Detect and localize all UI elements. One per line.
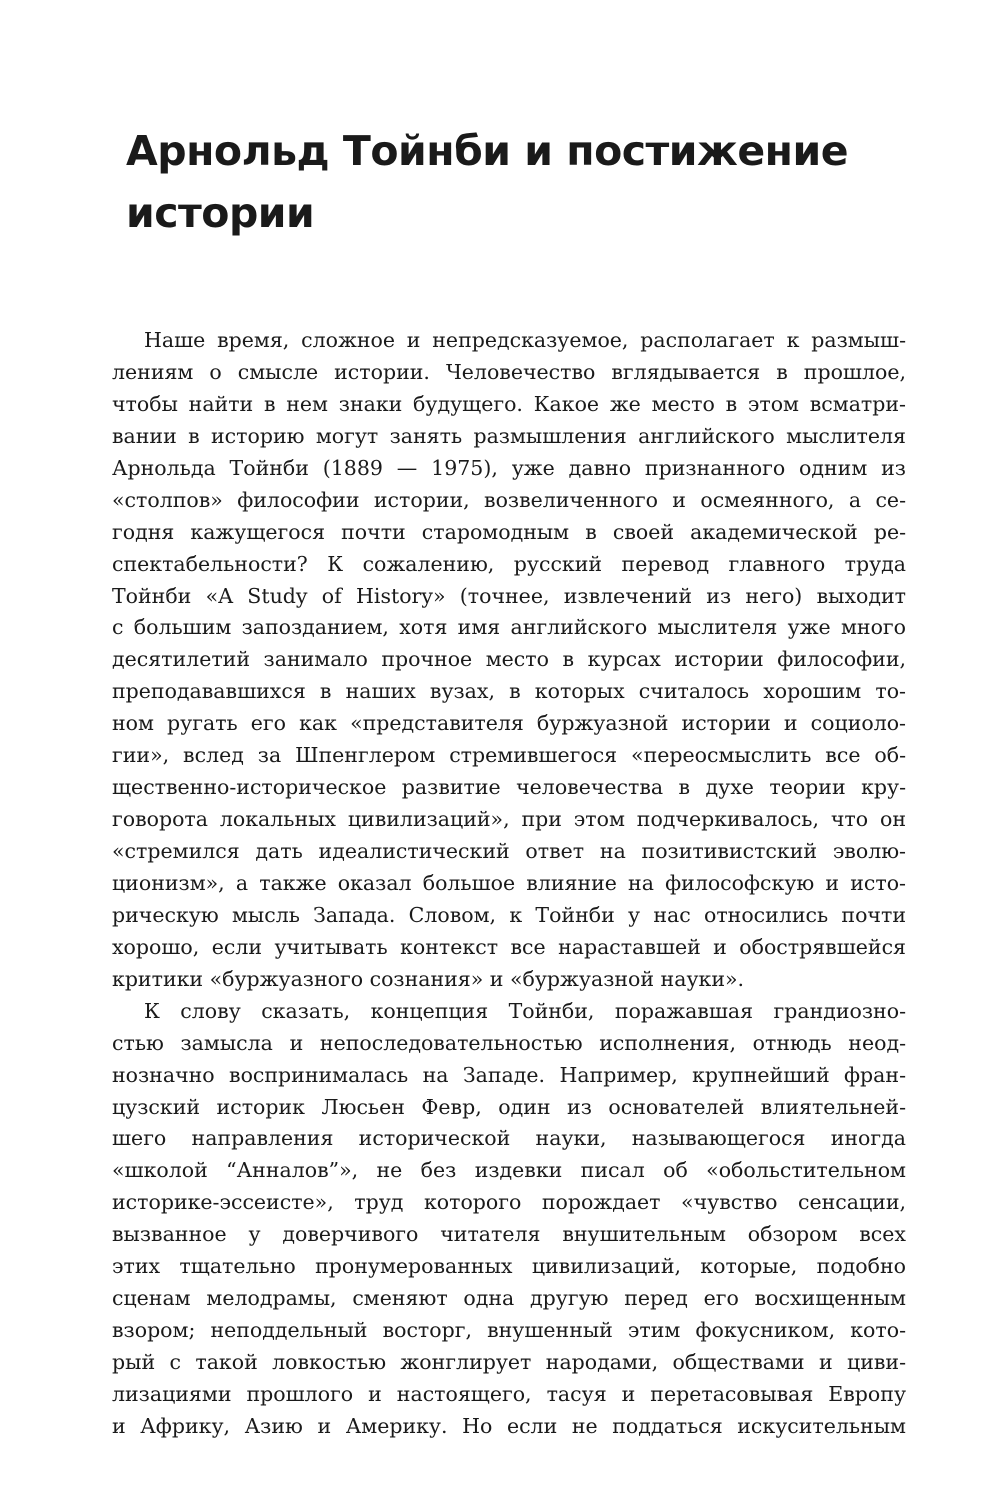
text-line: цузский историк Люсьен Февр, один из основателей влиятельней- <box>112 1094 906 1119</box>
text-line: спектабельности? К сожалению, русский перевод главного труда <box>112 551 906 576</box>
text-line: «школой “Анналов”», не без издевки писал об «обольстительном <box>112 1158 906 1183</box>
text-line: нозначно воспринималась на Западе. Например, крупнейший фран- <box>112 1062 906 1087</box>
text-line: историке-эссеисте», труд которого порождает «чувство сенсации, <box>112 1190 906 1215</box>
text-line: чтобы найти в нем знаки будущего. Какое же место в этом всматри- <box>112 391 906 416</box>
text-line: рый с такой ловкостью жонглирует народами, обществами и циви- <box>112 1350 906 1374</box>
text-line: вании в историю могут занять размышления английского мыслителя <box>112 423 906 448</box>
text-line: ном ругать его как «представителя буржуазной истории и социоло- <box>112 711 906 736</box>
chapter-title-line-1: Арнольд Тойнби и постижение <box>126 127 848 175</box>
text-line: годня кажущегося почти старомодным в своей академической ре- <box>112 519 906 544</box>
body-text <box>112 325 906 1443</box>
text-line: вызванное у доверчивого читателя внушительным обзором всех <box>112 1222 906 1247</box>
text-line: лизациями прошлого и настоящего, тасуя и перетасовывая Европу <box>112 1381 906 1406</box>
text-line: рическую мысль Запада. Словом, к Тойнби у нас относились почти <box>112 902 906 927</box>
chapter-title-line-2: истории <box>126 189 315 237</box>
text-line: с большим запозданием, хотя имя английского мыслителя уже много <box>112 615 906 640</box>
text-line: этих тщательно пронумерованных цивилизаций, которые, подобно <box>112 1254 906 1279</box>
text-line: щественно-историческое развитие человечества в духе теории кру- <box>112 775 906 800</box>
text-line: К слову сказать, концепция Тойнби, поражавшая грандиозно- <box>144 998 906 1023</box>
text-line: Арнольда Тойнби (1889 — 1975), уже давно признанного одним из <box>112 455 906 480</box>
text-line: гии», вслед за Шпенглером стремившегося «переосмыслить все об- <box>112 743 906 768</box>
text-line: говорота локальных цивилизаций», при этом подчеркивалось, что он <box>112 807 906 832</box>
text-line: шего направления исторической науки, называющегося иногда <box>112 1126 906 1151</box>
text-line: сценам мелодрамы, сменяют одна другую перед его восхищенным <box>112 1286 906 1311</box>
text-line: критики «буржуазного сознания» и «буржуазной науки». <box>112 966 745 991</box>
text-line: хорошо, если учитывать контекст все нараставшей и обострявшейся <box>112 934 906 959</box>
text-line: «стремился дать идеалистический ответ на позитивистский эволю- <box>112 839 906 863</box>
text-line: Тойнби «A Study of History» (точнее, извлечений из него) выходит <box>112 583 906 608</box>
text-line: стью замысла и непоследовательностью исполнения, отнюдь неод- <box>112 1030 906 1055</box>
text-line: преподававшихся в наших вузах, в которых считалось хорошим то- <box>112 679 906 704</box>
text-line: десятилетий занимало прочное место в курсах истории философии, <box>112 647 906 672</box>
text-line: и Африку, Азию и Америку. Но если не поддаться искусительным <box>112 1413 906 1438</box>
text-line: «столпов» философии истории, возвеличенного и осмеянного, а се- <box>112 487 906 512</box>
text-line: лениям о смысле истории. Человечество вглядывается в прошлое, <box>112 359 906 384</box>
text-line: ционизм», а также оказал большое влияние на философскую и исто- <box>112 870 906 895</box>
chapter-title <box>126 120 906 244</box>
text-line: Наше время, сложное и непредсказуемое, располагает к размыш- <box>144 328 906 352</box>
text-line: взором; неподдельный восторг, внушенный этим фокусником, кото- <box>112 1318 906 1343</box>
